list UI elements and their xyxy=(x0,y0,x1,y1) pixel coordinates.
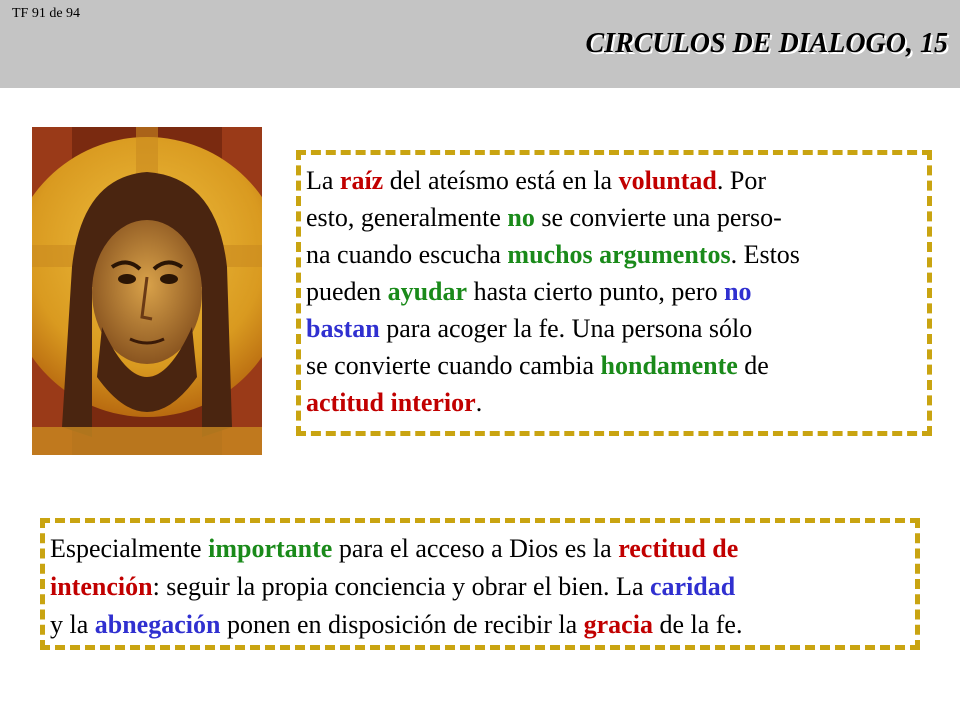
slide-counter: TF 91 de 94 xyxy=(12,6,81,21)
slide-title: CIRCULOS DE DIALOGO, 15 xyxy=(585,28,948,59)
paragraph1-text: La raíz del ateísmo está en la voluntad. Por esto, generalmente no se convierte una perso- na cuando escucha muchos argumentos. Estos pueden ayudar hasta cierto punto, pero no bastan para acoger la fe. Una persona sólo se convierte cuando cambia hondamente de actitud interior. xyxy=(306,166,800,417)
christ-icon-painting xyxy=(32,127,262,455)
paragraph2-text: Especialmente importante para el acceso a Dios es la rectitud de intención: seguir la propia conciencia y obrar el bien. La caridad y la abnegación ponen en disposición de recibir la gracia de la fe. xyxy=(50,534,743,639)
header-bar xyxy=(0,0,960,88)
